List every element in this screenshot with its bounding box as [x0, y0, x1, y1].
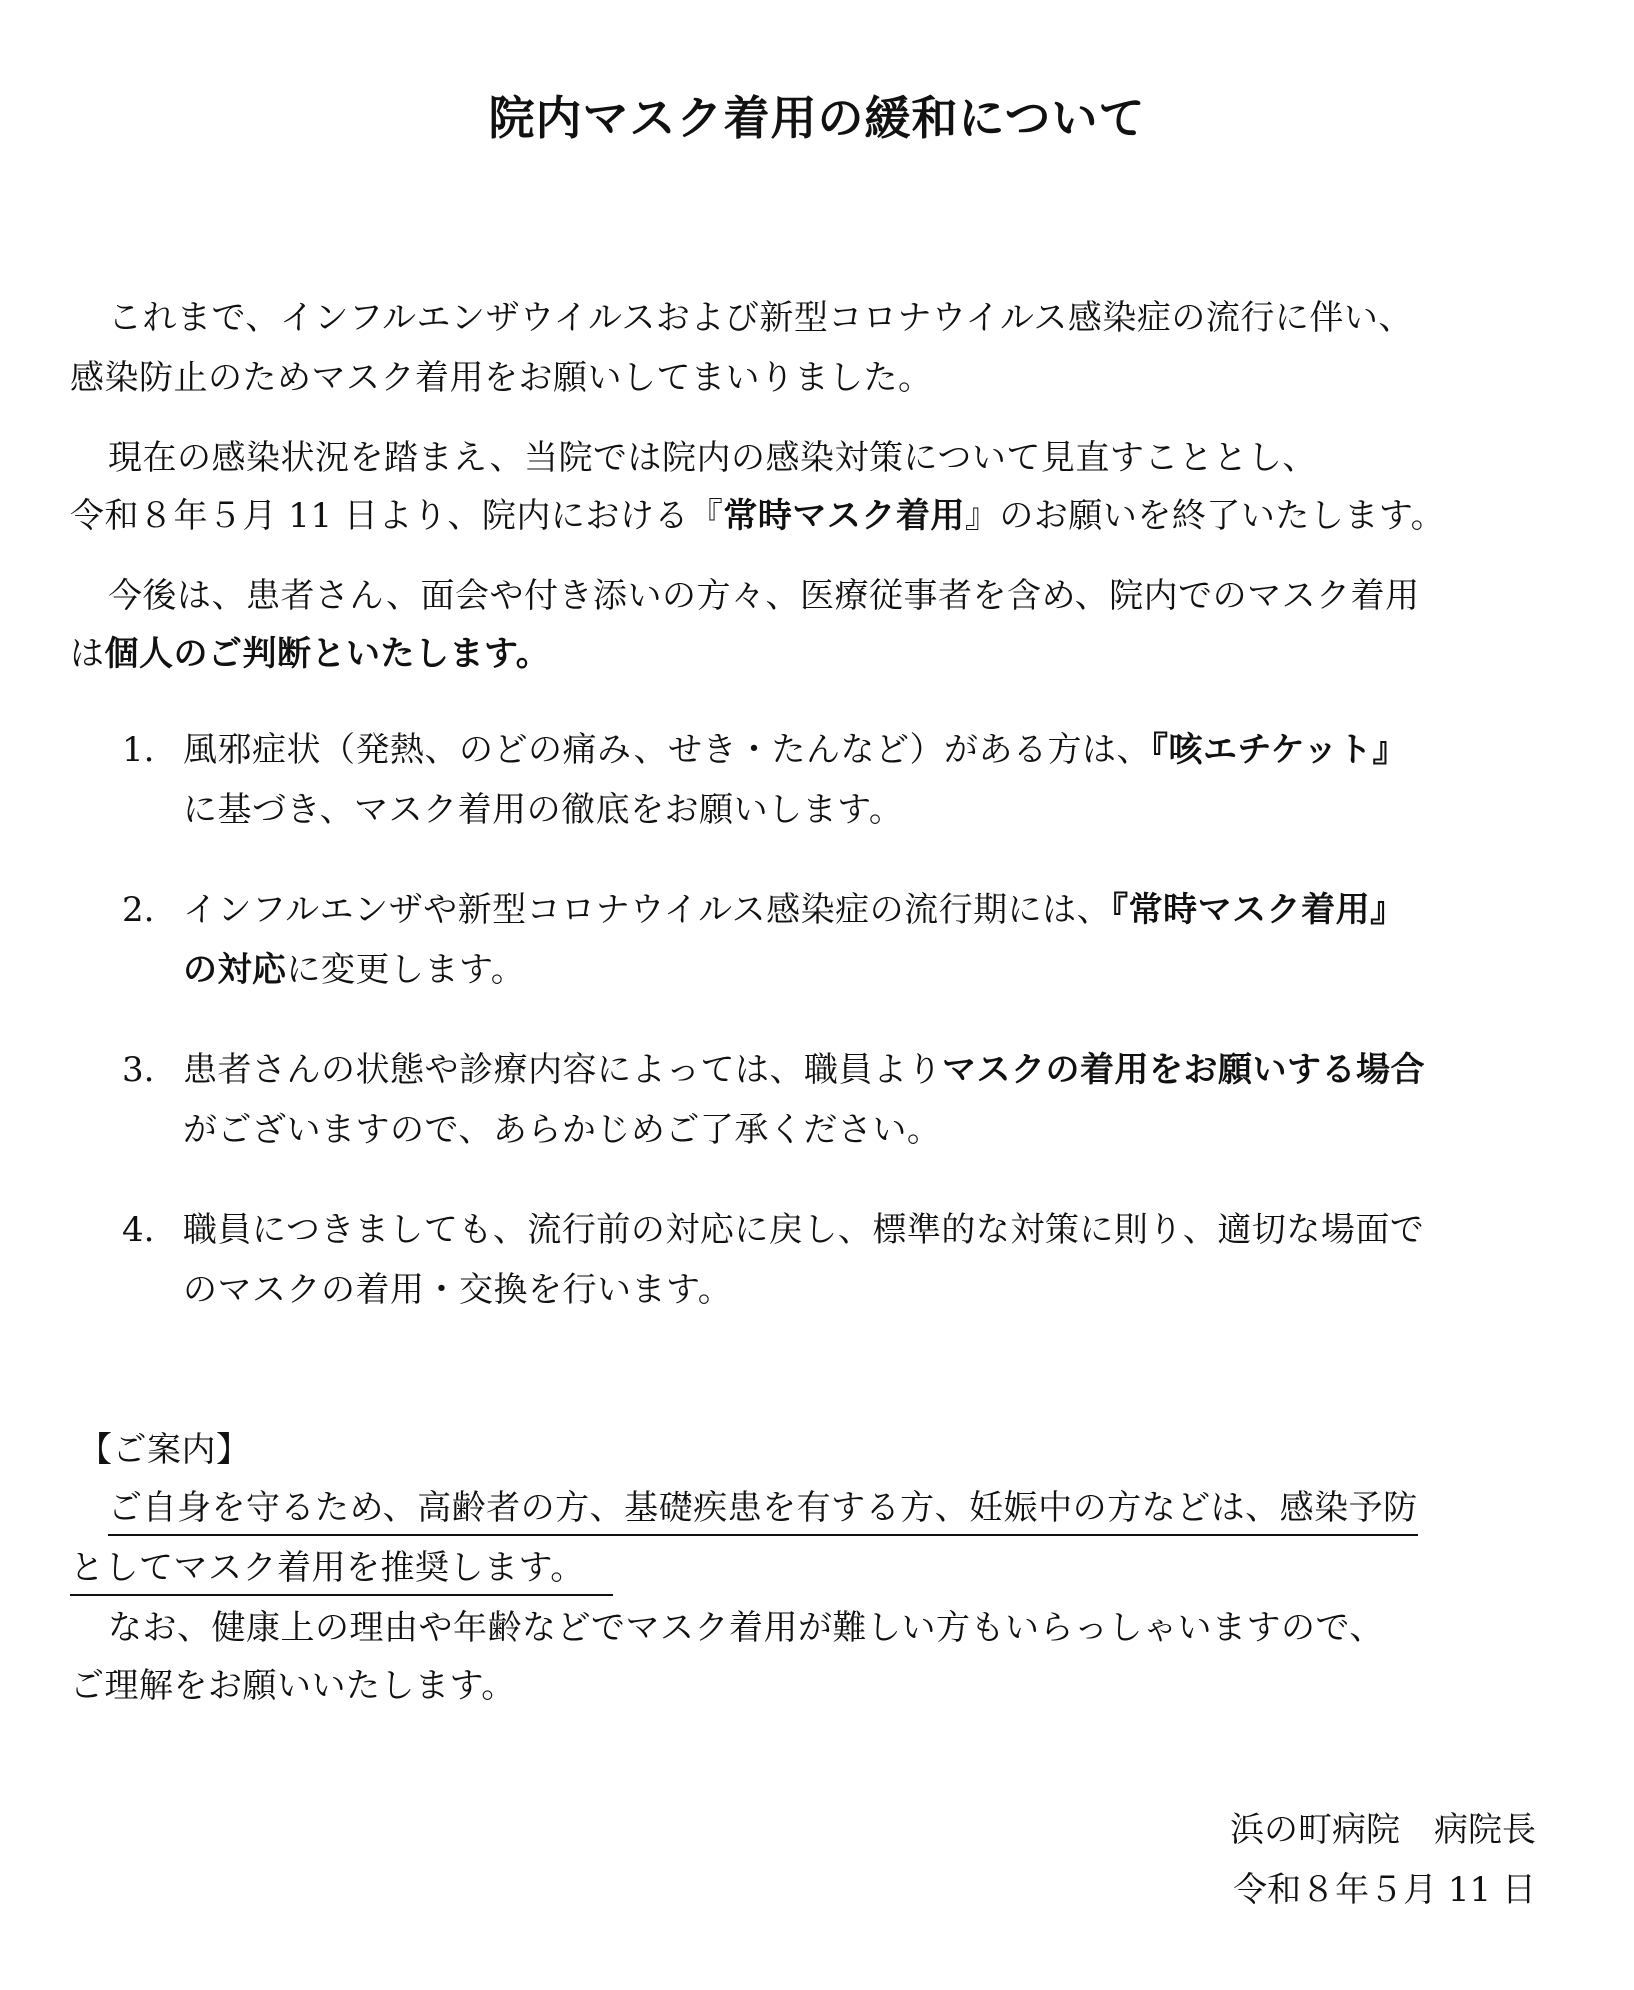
intro-paragraph-2-text-a: 令和８年５月 11 日より、院内における『 [70, 496, 724, 536]
list-item-1-line-2: に基づき、マスク着用の徹底をお願いします。 [183, 790, 904, 830]
notice-line-2 [70, 1546, 613, 1590]
intro-paragraph-2-line-2 [70, 494, 1445, 538]
list-item-3-number: 3. [122, 1050, 155, 1090]
signature-date: 令和８年５月 11 日 [1233, 1870, 1536, 1910]
notice-line-1 [108, 1486, 1418, 1530]
intro-paragraph-2-emphasis: 常時マスク着用 [723, 496, 965, 536]
list-item-1-emphasis: 『咳エチケット』 [1151, 730, 1407, 770]
list-item-2-text: インフルエンザや新型コロナウイルス感染症の流行期には、 [183, 890, 1112, 930]
notice-underlined-text-1: ご自身を守るため、高齢者の方、基礎疾患を有する方、妊娠中の方などは、感染予防 [108, 1488, 1418, 1536]
list-item-2-line-2 [183, 948, 525, 992]
intro-paragraph-1-line-2: 感染防止のためマスク着用をお願いしてまいりました。 [70, 358, 933, 398]
signature-organization: 浜の町病院 病院長 [1230, 1810, 1536, 1850]
notice-underlined-text-2: としてマスク着用を推奨します。 [70, 1548, 613, 1596]
notice-line-4: ご理解をお願いいたします。 [70, 1666, 516, 1706]
list-item-3-text: 患者さんの状態や診療内容によっては、職員より [183, 1050, 942, 1090]
list-item-2-line-1 [183, 888, 1405, 932]
notice-line-3: なお、健康上の理由や年齢などでマスク着用が難しい方もいらっしゃいますので、 [108, 1608, 1384, 1648]
list-item-4-line-2: のマスクの着用・交換を行います。 [183, 1270, 733, 1310]
intro-paragraph-3-emphasis: 個人のご判断といたします。 [104, 634, 551, 674]
list-item-2-emphasis: 『常時マスク着用』 [1111, 890, 1405, 930]
list-item-1-number: 1. [122, 730, 155, 770]
list-item-2-number: 2. [122, 890, 155, 930]
intro-paragraph-3-line-1: 今後は、患者さん、面会や付き添いの方々、医療従事者を含め、院内でのマスク着用 [108, 576, 1420, 616]
intro-paragraph-1-line-1: これまで、インフルエンザウイルスおよび新型コロナウイルス感染症の流行に伴い、 [108, 298, 1413, 338]
intro-paragraph-3-text-a: は [70, 634, 105, 674]
list-item-1-text: 風邪症状（発熱、のどの痛み、せき・たんなど）がある方は、 [183, 730, 1152, 770]
notice-heading: 【ご案内】 [78, 1430, 251, 1470]
list-item-1-line-1 [183, 728, 1407, 772]
list-item-2-text-2: に変更します。 [286, 950, 526, 990]
list-item-2-emphasis-2: の対応 [183, 950, 287, 990]
intro-paragraph-2-text-c: 』のお願いを終了いたします。 [964, 496, 1446, 536]
list-item-3-emphasis: マスクの着用をお願いする場合 [942, 1050, 1425, 1090]
intro-paragraph-2-line-1: 現在の感染状況を踏まえ、当院では院内の感染対策について見直すこととし、 [108, 438, 1317, 478]
list-item-4-number: 4. [122, 1210, 155, 1250]
document-title: 院内マスク着用の緩和について [488, 91, 1146, 145]
list-item-4-line-1: 職員につきましても、流行前の対応に戻し、標準的な対策に則り、適切な場面で [183, 1210, 1425, 1250]
list-item-3-line-2: がございますので、あらかじめご了承ください。 [183, 1110, 942, 1150]
list-item-3-line-1 [183, 1048, 1425, 1092]
intro-paragraph-3-line-2 [70, 632, 550, 676]
